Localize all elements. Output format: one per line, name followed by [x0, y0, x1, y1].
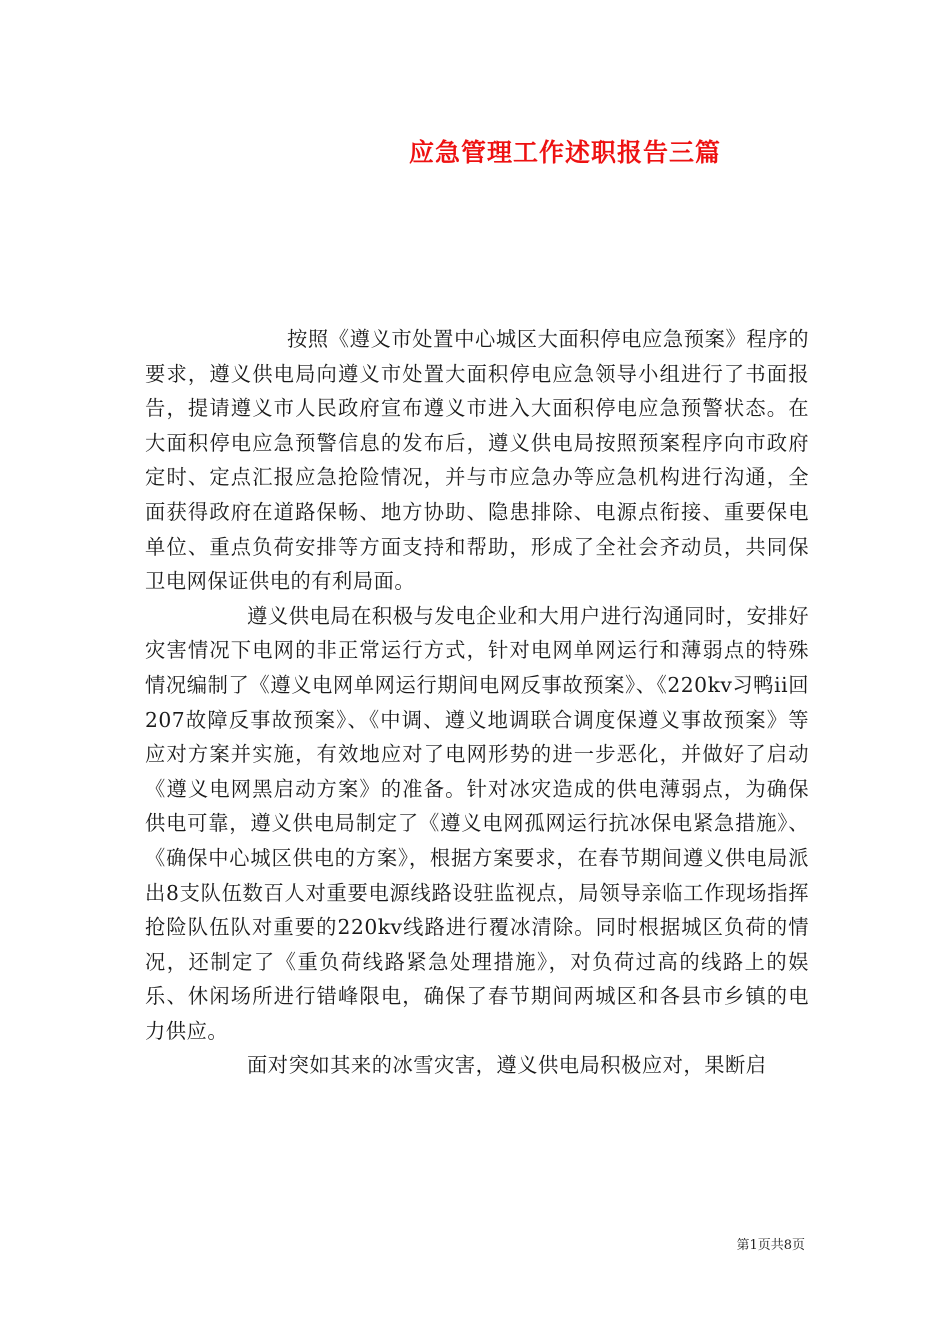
document-body	[145, 322, 809, 1083]
paragraph-2: 遵义供电局在积极与发电企业和大用户进行沟通同时，安排好灾害情况下电网的非正常运行方式，针对电网单网运行和薄弱点的特殊情况编制了《遵义电网单网运行期间电网反事故预案》、《220kv习鸭ii回207故障反事故预案》、《中调、遵义地调联合调度保遵义事故预案》等应对方案并实施，有效地应对了电网形势的进一步恶化，并做好了启动《遵义电网黑启动方案》的准备。针对冰灾造成的供电薄弱点，为确保供电可靠，遵义供电局制定了《遵义电网孤网运行抗冰保电紧急措施》、《确保中心城区供电的方案》，根据方案要求，在春节期间遵义供电局派出8支队伍数百人对重要电源线路设驻监视点，局领导亲临工作现场指挥抢险队伍队对重要的220kv线路进行覆冰清除。同时根据城区负荷的情况，还制定了《重负荷线路紧急处理措施》，对负荷过高的线路上的娱乐、休闲场所进行错峰限电，确保了春节期间两城区和各县市乡镇的电力供应。	[145, 603, 809, 1043]
document-title: 应急管理工作述职报告三篇	[408, 138, 721, 167]
paragraph-1: 按照《遵义市处置中心城区大面积停电应急预案》程序的要求，遵义供电局向遵义市处置大面积停电应急领导小组进行了书面报告，提请遵义市人民政府宣布遵义市进入大面积停电应急预警状态。在大面积停电应急预警信息的发布后，遵义供电局按照预案程序向市政府定时、定点汇报应急抢险情况，并与市应急办等应急机构进行沟通，全面获得政府在道路保畅、地方协助、隐患排除、电源点衔接、重要保电单位、重点负荷安排等方面支持和帮助，形成了全社会齐动员，共同保卫电网保证供电的有利局面。	[145, 327, 809, 594]
paragraph-3: 面对突如其来的冰雪灾害，遵义供电局积极应对，果断启	[247, 1053, 767, 1078]
page-number-footer: 第1页共8页	[736, 1238, 805, 1253]
